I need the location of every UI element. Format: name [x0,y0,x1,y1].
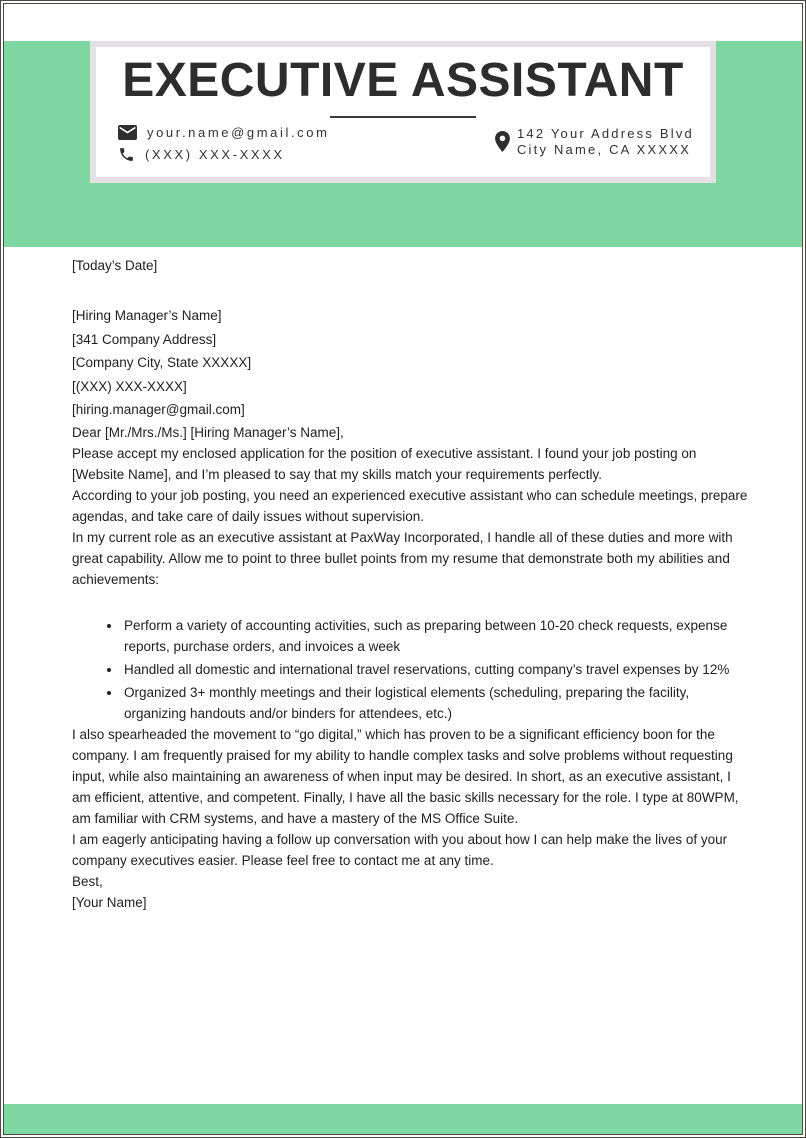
location-pin-icon [495,131,510,152]
signoff: Best, [72,873,103,889]
bottom-green-band [4,1104,802,1134]
recipient-line: [(XXX) XXX-XXXX] [72,378,187,394]
paragraph: Please accept my enclosed application for the position of executive assistant. I found your job posting on [Website Name], and I’m pleased to say that my skills match your requirements perfectly. [72,445,697,482]
recipient-block [72,304,750,422]
salutation: Dear [Mr./Mrs./Ms.] [Hiring Manager’s Name], [72,424,344,440]
bullet-item: • Handled all domestic and international travel reservations, cutting company’s travel expenses by 12% [122,659,750,680]
recipient-line: [Company City, State XXXXX] [72,355,252,370]
email-row [118,125,330,140]
date-line: [Today’s Date] [72,258,158,273]
bullet-item: • Organized 3+ monthly meetings and their logistical elements (scheduling, preparing the facility, organizing handouts and/or binders for attendees, etc.) [122,682,750,724]
address-line-2: City Name, CA XXXXX [516,141,691,157]
top-green-band [4,41,802,247]
bullet-list [72,615,750,724]
phone-icon [118,146,135,163]
paragraph: According to your job posting, you need an experienced executive assistant who can schedule meetings, prepare agendas, and take care of daily issues without supervision. [72,487,748,524]
phone-text: (XXX) XXX-XXXX [145,146,285,162]
paragraph: I also spearheaded the movement to “go digital,” which has proven to be a significant efficiency boon for the company. I am frequently praised for my ability to handle complex tasks and solve problems without requesting input, while also maintaining an awareness of when input may be desired. In short, as an executive assistant, I am efficient, attentive, and competent. Finally, I have all the basic skills necessary for the role. I type at 80WPM, am familiar with CRM systems, and have a mastery of the MS Office Suite. [72,726,739,826]
document-title: EXECUTIVE ASSISTANT [122,54,684,107]
address-row [495,126,694,158]
signature-name: [Your Name] [72,894,147,910]
recipient-line: [Hiring Manager’s Name] [72,308,222,323]
recipient-line: [341 Company Address] [72,331,217,347]
contact-left-column [118,125,330,169]
address-line-1: 142 Your Address Blvd [516,125,694,141]
letter-body [4,247,802,913]
email-text: your.name@gmail.com [147,124,330,140]
contact-row [96,118,710,169]
bullet-item: • Perform a variety of accounting activities, such as preparing between 10-20 check requests, expense reports, purchase orders, and invoices a week [122,615,750,657]
recipient-line: [hiring.manager@gmail.com] [72,402,245,417]
phone-row [118,146,330,163]
paragraph: I am eagerly anticipating having a follow up conversation with you about how I can help make the lives of your company executives easier. Please feel free to contact me at any time. [72,831,728,868]
paragraph: In my current role as an executive assistant at PaxWay Incorporated, I handle all of these duties and more with great capability. Allow me to point to three bullet points from my resume that demonstrate both my abilities and achievements: [72,529,733,587]
envelope-icon [118,125,137,140]
address-lines [517,126,694,158]
header-card [90,41,716,183]
